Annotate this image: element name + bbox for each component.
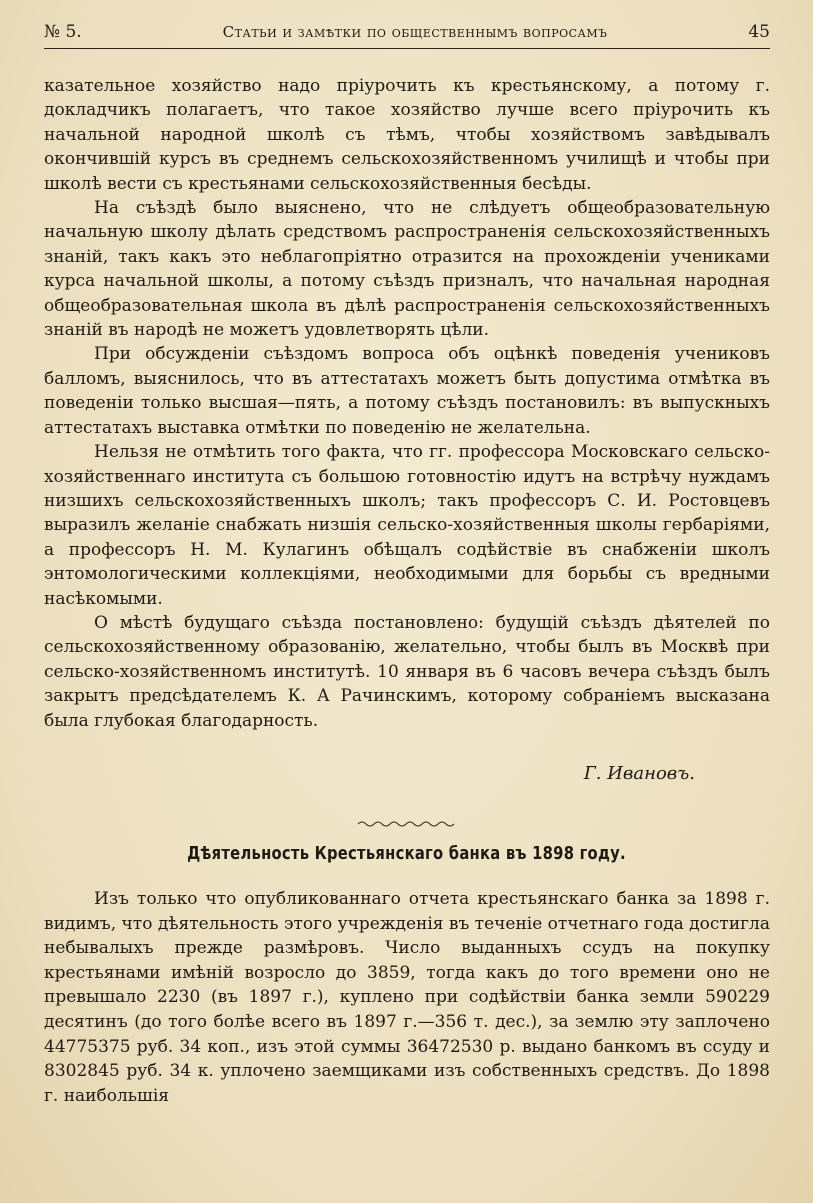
- running-title: Статьи и замѣтки по общественнымъ вопросамъ: [222, 23, 608, 41]
- header-rule: [44, 48, 770, 49]
- article-body: [44, 74, 770, 733]
- section-body: [44, 887, 770, 1108]
- ornament-divider: [356, 818, 456, 828]
- issue-number: № 5.: [44, 22, 82, 42]
- author-signature: Г. Ивановъ.: [583, 763, 695, 784]
- paragraph: Изъ только что опубликованнаго отчета крестьянскаго банка за 1898 г. видимъ, что дѣятельность этого учрежденія въ теченіе отчетнаго года достигла небывалыхъ прежде размѣровъ. Число выданныхъ ссудъ на покупку крестьянами имѣній возросло до 3859, тогда какъ до того времени оно не превышало 2230 (въ 1897 г.), куплено при содѣйствіи банка земли 590229 десятинъ (до того болѣе всего въ 1897 г.—356 т. дес.), за землю эту заплочено 44775375 руб. 34 коп., изъ этой суммы 36472530 р. выдано банкомъ въ ссуду и 8302845 руб. 34 к. уплочено заемщиками изъ собственныхъ средствъ. До 1898 г. наибольшія: [44, 889, 770, 1106]
- paragraph: О мѣстѣ будущаго съѣзда постановлено: будущій съѣздъ дѣятелей по сельскохозяйственному образованію, желательно, чтобы былъ въ Москвѣ при сельско-хозяйственномъ институтѣ. 10 января въ 6 часовъ вечера съѣздъ былъ закрытъ предсѣдателемъ К. А Рачинскимъ, которому собраніемъ высказана была глубокая благодарность.: [44, 612, 770, 731]
- running-header: [44, 22, 770, 46]
- paragraph: казательное хозяйство надо пріурочить къ крестьянскому, а потому г. докладчикъ полагаетъ, что такое хозяйство лучше всего пріурочить къ начальной народной школѣ съ тѣмъ, чтобы хозяйствомъ завѣдывалъ окончившій курсъ въ среднемъ сельскохозяйственномъ училищѣ и чтобы при школѣ вести съ крестьянами сельскохозяйственныя бесѣды.: [44, 76, 770, 194]
- page-number: 45: [748, 22, 770, 42]
- section-title: Дѣятельность Крестьянскаго банка въ 1898 году.: [187, 843, 626, 864]
- paragraph: Нельзя не отмѣтить того факта, что гг. профессора Московскаго сельско-хозяйственнаго института съ большою готовностію идутъ на встрѣчу нуждамъ низшихъ сельскохозяйственныхъ школъ; такъ профессоръ С. И. Ростовцевъ выразилъ желаніе снабжать низшія сельско-хозяйственныя школы гербаріями, а профессоръ Н. М. Кулагинъ обѣщалъ содѣйствіе въ снабженіи школъ энтомологическими коллекціями, необходимыми для борьбы съ вредными насѣкомыми.: [44, 442, 770, 609]
- paragraph: При обсужденіи съѣздомъ вопроса объ оцѣнкѣ поведенія учениковъ балломъ, выяснилось, что въ аттестатахъ можетъ быть допустима отмѣтка въ поведеніи только высшая—пять, а потому съѣздъ постановилъ: въ выпускныхъ аттестатахъ выставка отмѣтки по поведенію не желательна.: [44, 344, 770, 438]
- paragraph: На съѣздѣ было выяснено, что не слѣдуетъ общеобразовательную начальную школу дѣлать средствомъ распространенія сельскохозяйственныхъ знаній, такъ какъ это неблагопріятно отразится на прохожденіи учениками курса начальной школы, а потому съѣздъ призналъ, что начальная народная общеобразовательная школа въ дѣлѣ распространенія сельскохозяйственныхъ знаній въ народѣ не можетъ удовлетворять цѣли.: [44, 198, 770, 341]
